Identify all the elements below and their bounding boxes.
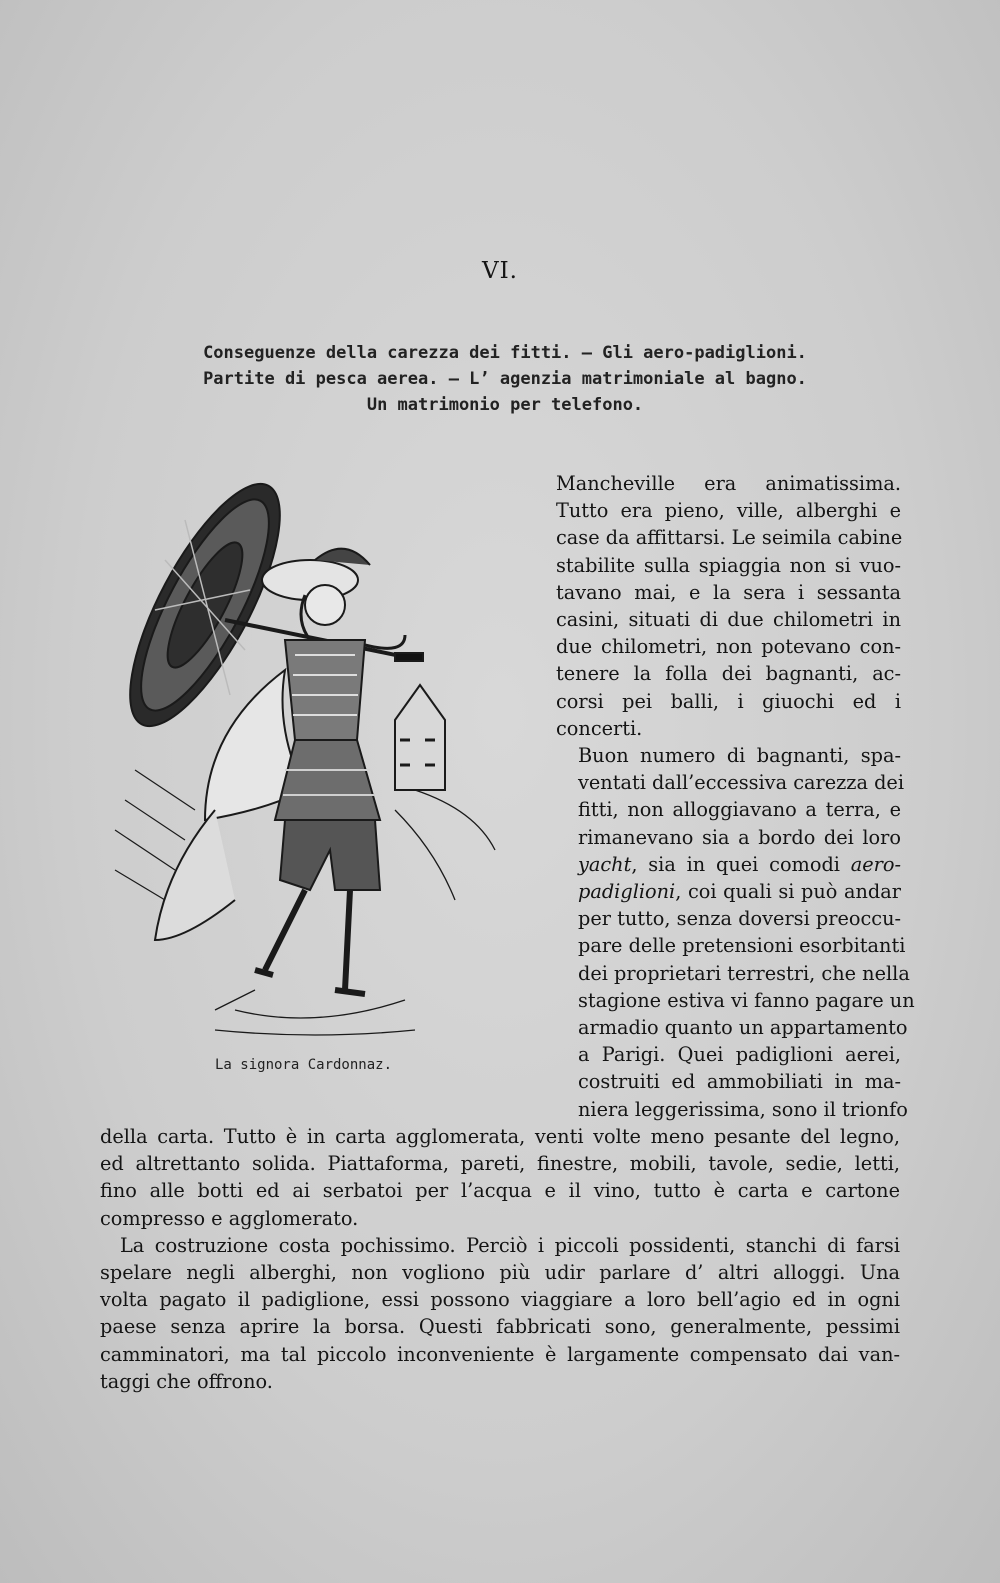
text-line: Mancheville era animatissima.: [556, 472, 901, 495]
text-line: fino alle botti ed ai serbatoi per l’acqua e il vino, tutto è carta e cartone: [100, 1179, 900, 1203]
text-column: [556, 470, 915, 1123]
text-line: camminatori, ma tal piccolo inconveniente è largamente compensato dai van-: [100, 1342, 900, 1366]
summary-line: Un matrimonio per telefono.: [366, 395, 644, 415]
text-line: stagione estiva vi fanno pagare un: [578, 988, 915, 1012]
text-line: Tutto era pieno, ville, alberghi e: [556, 499, 901, 523]
text-line: La costruzione costa pochissimo. Perciò i piccoli possidenti, stanchi di farsi: [120, 1233, 900, 1257]
text-line: stabilite sulla spiaggia non si vuo-: [556, 553, 901, 577]
text-line: corsi pei balli, i giuochi ed i: [556, 689, 901, 713]
text-line: fitti, non alloggiavano a terra, e: [578, 798, 901, 822]
full-width-text: [100, 1123, 900, 1395]
text-line: casini, situati di due chilometri in: [556, 608, 901, 632]
text-line: tavano mai, e la sera i sessanta: [556, 580, 901, 604]
text-line: ed altrettanto solida. Piattaforma, pareti, finestre, mobili, tavole, sedie, letti,: [100, 1152, 900, 1176]
text-line: armadio quanto un appartamento: [578, 1016, 908, 1040]
text-line: taggi che offrono.: [100, 1369, 273, 1393]
text-line: a Parigi. Quei padiglioni aerei,: [578, 1043, 901, 1067]
text-line: della carta. Tutto è in carta agglomerata, venti volte meno pesante del legno,: [100, 1125, 900, 1148]
text-line: tenere la folla dei bagnanti, ac-: [556, 662, 901, 686]
text-line: yacht, sia in quei comodi aero-: [578, 852, 901, 876]
paragraph: [100, 1232, 900, 1395]
text-line: concerti.: [556, 716, 643, 740]
text-line: rimanevano sia a bordo dei loro: [578, 825, 901, 849]
summary-line: Partite di pesca aerea. — L’ agenzia matrimoniale al bagno.: [203, 369, 807, 389]
text-line: niera leggerissima, sono il trionfo: [578, 1097, 908, 1121]
summary-line: Conseguenze della carezza dei fitti. — Gli aero-padiglioni.: [203, 343, 807, 363]
text-line: per tutto, senza doversi preoccu-: [578, 907, 901, 931]
text-line: Buon numero di bagnanti, spa-: [578, 744, 901, 768]
illustration-woman-parasol: [95, 470, 535, 1070]
text-line: padiglioni, coi quali si può andar: [578, 880, 901, 904]
figure-caption: La signora Cardonnaz.: [215, 1057, 393, 1073]
paragraph: [100, 1123, 900, 1232]
text-line: compresso e agglomerato.: [100, 1206, 359, 1230]
text-line: paese senza aprire la borsa. Questi fabbricati sono, generalmente, pessimi: [100, 1315, 900, 1339]
text-line: volta pagato il padiglione, essi possono viaggiare a loro bell’agio ed in ogni: [100, 1288, 900, 1312]
text-line: ventati dall’eccessiva carezza dei: [578, 771, 904, 795]
chapter-number: VI.: [481, 258, 518, 284]
text-line: costruiti ed ammobiliati in ma-: [578, 1070, 901, 1094]
paragraph: [556, 742, 915, 1123]
text-line: spelare negli alberghi, non vogliono più udir parlare d’ altri alloggi. Una: [100, 1261, 900, 1285]
text-line: pare delle pretensioni esorbitanti: [578, 934, 906, 958]
chapter-summary: [100, 340, 910, 418]
text-line: case da affittarsi. Le seimila cabine: [556, 526, 903, 550]
text-line: due chilometri, non potevano con-: [556, 635, 901, 659]
text-line: dei proprietari terrestri, che nella: [578, 961, 910, 985]
paragraph: [556, 470, 901, 742]
